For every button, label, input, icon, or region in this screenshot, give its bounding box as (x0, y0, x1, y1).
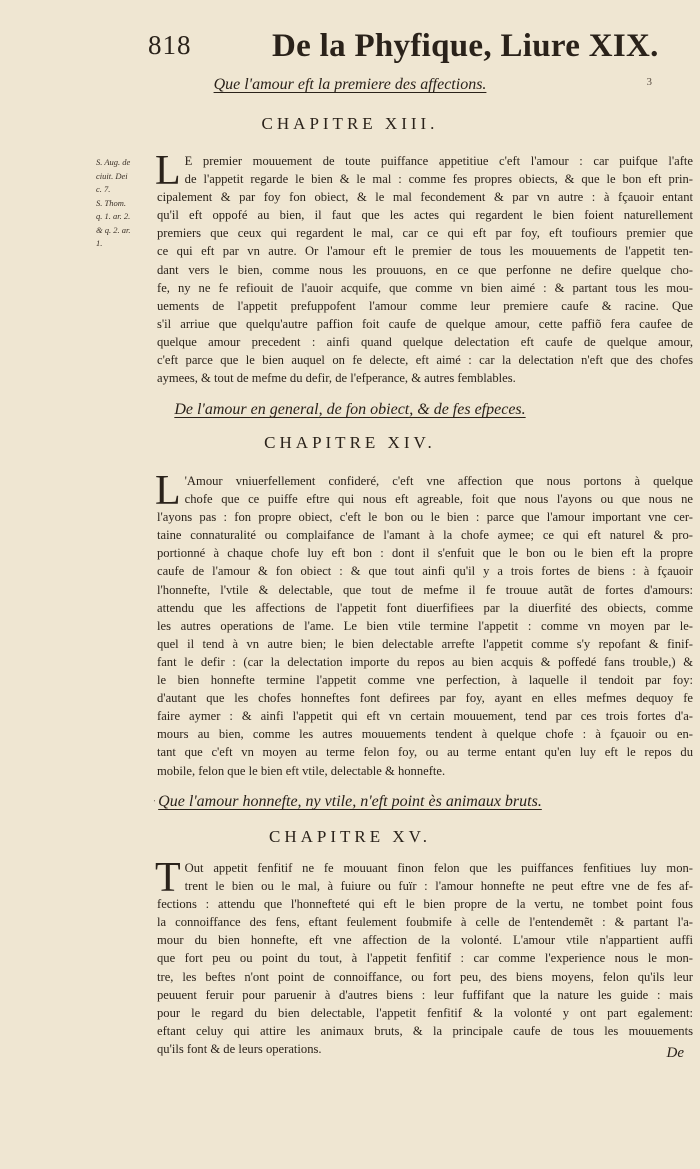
text-line: Out appetit fenfitif ne fe mouuant finon felon que les puiffances fenfitiues luy mon- (184, 861, 693, 875)
text-line: s'il arriue que quelqu'autre paffion foit caufe de quelque amour, cette paffiõ fera caufee de (157, 316, 693, 331)
text-line: cipalement & par foy fon obiect, & le mal fecondement & par vn autre : à fçauoir entant (157, 190, 693, 205)
text-line: dant vers le bien, comme nous les prouuons, en ce que perfonne ne defire quelque cho- (157, 262, 693, 277)
text-line: quel il tend à vn autre bien; le bien delectable arrefte l'appetit comme s'y repofant & finif- (157, 636, 693, 651)
margin-note-line: q. 1. ar. 2. (96, 211, 131, 221)
text-line: attendu que les affections de l'appetit font diuerfifiees par la diuerfité des obiects, comme (157, 600, 693, 615)
text-line: l'honnefte, l'vtile & delectable, que tout de mefme il fe trouue autãt de fortes d'amours: (157, 582, 693, 597)
section-heading-1: Que l'amour eft la premiere des affections. (213, 76, 487, 93)
text-line: peuuent feruir pour paruenir à d'autres biens : leur fuffifant que la nature les guide : mais (157, 987, 693, 1002)
corner-mark: 3 (646, 76, 652, 88)
text-line: fections : attendu que l'honnefteté qui eft le bien propre de la vertu, ne tombet point fous (157, 897, 693, 912)
text-line: pour le regard du bien delectable, l'appetit fenfitif & la volonté y ont part egalement: (157, 1005, 693, 1020)
text-line: trent le bien ou le mal, à fuiure ou fuïr : l'amour honnefte ne peut eftre vne de fes af- (184, 879, 693, 894)
drop-cap-initial: T (155, 855, 181, 901)
text-line: le bien honnefte termine l'appetit comme vne perfection, à laquelle il tendoit par foy: (157, 673, 693, 688)
text-line: les autres operations de l'ame. Le bien vtile termine l'appetit : comme vn moyen par le- (157, 618, 693, 633)
chapter-15-text (155, 855, 693, 1058)
section-heading-3: Que l'amour honnefte, ny vtile, n'eft point ès animaux bruts. (158, 793, 542, 810)
text-line: portionné à chaque chofe luy eft bon : dont il s'enfuit que le bon ou le bien eft la propre (157, 546, 693, 561)
margin-note-line: S. Aug. de (96, 157, 131, 167)
text-line: premiers que ceux qui regardent le mal, car ce qui eft par foy, eft toufiours premier que (157, 226, 693, 241)
chapter-title-15: CHAPITRE XV. (269, 827, 431, 846)
text-line: quelque amour precedent : ainfi quand quelque delectation eft caufe de quelque amour, (157, 334, 693, 349)
margin-note-line: ciuit. Dei (96, 170, 128, 181)
text-line: faire aymer : & ainfi l'appetit qui eft vn certain mouuement, tend par ces trois fortes d'a- (157, 709, 693, 724)
text-line: caufe de l'amour & fon obiect : & que tout ainfi qu'il y a trois fortes de biens : à fçauoir (157, 564, 693, 579)
drop-cap-initial: L (155, 148, 181, 194)
text-line: l'ayons pas : fon propre obiect, c'eft le bon ou le bien : parce que l'amour important vne cer- (157, 510, 693, 525)
text-line: aymees, & tout de mefme du defir, de l'efperance, & autres femblables. (157, 371, 516, 386)
text-line: ce qui eft par vn autre. Or l'amour eft le premier de tous les mouuements de l'appetit ten- (157, 244, 693, 259)
text-line: fe, ny ne fe refiouit de l'auoir acquife, que comme vn bien aimé : & partant tous les mou- (157, 280, 693, 295)
text-line: de l'appetit regarde le bien & le mal : comme fes propres obiects, & que le bon eft prin- (184, 172, 693, 187)
chapter-title-13: CHAPITRE XIII. (261, 114, 439, 133)
chapter-14-text (155, 468, 693, 780)
text-line: 'Amour vniuerfellement confideré, c'eft vne affection que nous portons à quelque (184, 474, 693, 488)
chapter-title-14: CHAPITRE XIV. (264, 433, 436, 452)
section-heading-2: De l'amour en general, de fon obiect, & de fes efpeces. (174, 401, 526, 418)
drop-cap-initial: L (155, 468, 181, 514)
text-line: E premier mouuement de toute puiffance appetitiue c'eft l'amour : car puifque l'afte (184, 154, 693, 168)
margin-note-line: S. Thom. (96, 197, 126, 208)
text-line: uements de l'appetit prefuppofent l'amour comme leur premiere caufe & racine. Que (157, 298, 693, 313)
catchword: De (666, 1045, 684, 1061)
ornament: ‧ (153, 796, 156, 806)
margin-note-line: & q. 2. ar. (96, 224, 131, 235)
running-head: De la Phyfique, Liure XIX. (272, 28, 659, 64)
page-number: 818 (148, 30, 192, 60)
text-line: qu'ils font & de leurs operations. (157, 1041, 322, 1056)
text-line: taine connaturalité ou complaifance de l'amant à la chofe aymee; ce qui eft naturel & pro- (157, 528, 693, 543)
text-line: la connoiffance des fens, eftant feulement foubmife à celle de l'entendemẽt : & partant l'a- (157, 915, 693, 930)
text-line: fant le defir : (car la delectation importe du repos au bien acquis & poffedé fans trouble,) & (157, 654, 693, 669)
text-line: eftant celuy qui attire les animaux bruts, & la principale caufe de tous les mouuements (157, 1023, 693, 1038)
text-line: mours au bien, comme les autres mouuements tendent à quelque chofe : à fçauoir ou en- (157, 727, 693, 742)
text-line: qu'il eft oppofé au bien, il faut que les actes qui regardent le bien foient naturellement (157, 208, 693, 223)
margin-note-line: c. 7. (96, 184, 111, 194)
text-line: que fort peu ou point du tout, à l'appetit fenfitif : car comme l'experience nous le mon- (157, 951, 693, 966)
text-line: tre, les beftes n'ont point de connoiffance, ou fort peu, des biens moyens, felon qu'ils leur (157, 969, 693, 984)
text-line: mobile, felon que le bien eft vtile, delectable & honnefte. (157, 763, 446, 778)
margin-note-line: 1. (96, 238, 103, 248)
text-line: tant que c'eft vn moyen au terme felon foy, ou au terme entant qu'en luy eft le repos du (157, 745, 693, 760)
margin-notes (96, 156, 154, 251)
page-header (0, 28, 700, 74)
text-line: mour du bien honnefte, eft vne affection de la volonté. L'amour vtile n'appartient auffi (157, 933, 693, 948)
text-line: d'autant que les chofes honneftes font defirees par foy, ayant en elles mefmes dequoy fe (157, 691, 693, 706)
text-line: chofe que ce puiffe eftre qui nous eft agreable, foit que nous l'ayons ou que nous ne (184, 492, 693, 507)
chapter-13-text (155, 148, 693, 387)
text-line: c'eft parce que le bien auquel on fe delecte, eft aimé : car la delectation n'eft que des chofes (157, 353, 693, 368)
